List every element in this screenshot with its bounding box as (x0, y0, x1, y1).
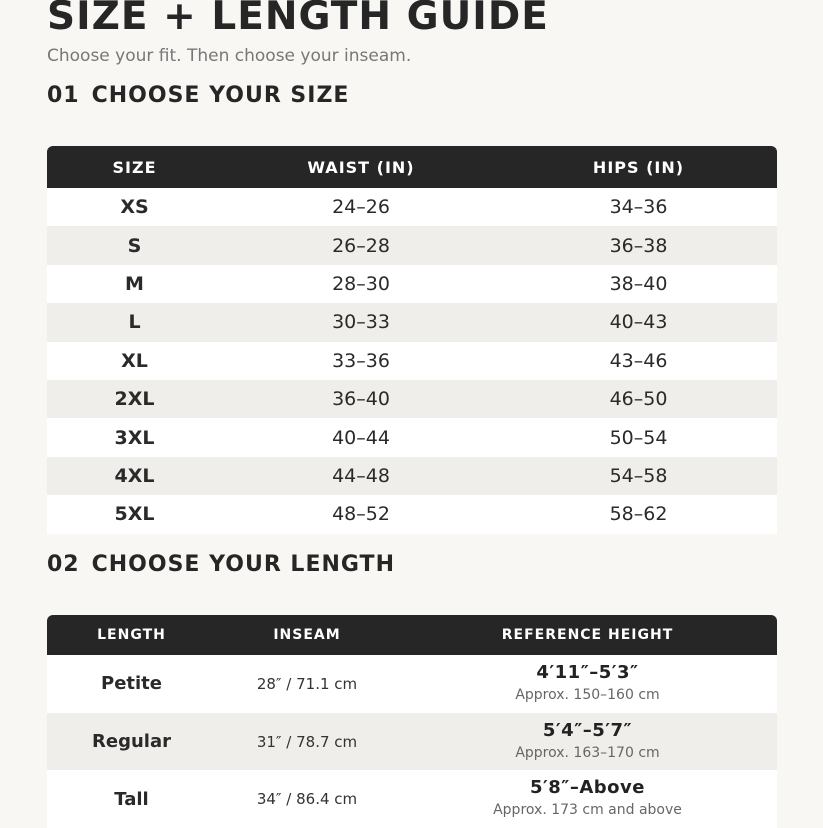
size-section-title: CHOOSE YOUR SIZE (91, 83, 350, 108)
reference-height-note: Approx. 150–160 cm (515, 686, 660, 703)
size-table-row (47, 188, 777, 226)
size-section-number: 01 (47, 83, 80, 108)
hips-column-header: HIPS (IN) (500, 146, 777, 188)
reference-height-value: 5′4″–5′7″ (542, 719, 633, 741)
size-cell: XL (47, 342, 222, 380)
waist-cell: 36–40 (222, 380, 500, 418)
reference-height-note: Approx. 163–170 cm (515, 744, 660, 761)
page-subtitle: Choose your fit. Then choose your inseam. (47, 46, 412, 66)
size-column-header: SIZE (47, 146, 222, 188)
size-section-heading (47, 83, 349, 108)
size-cell: 4XL (47, 457, 222, 495)
size-table-row (47, 342, 777, 380)
waist-cell: 30–33 (222, 303, 500, 341)
length-table-row (47, 770, 777, 828)
hips-cell: 40–43 (500, 303, 777, 341)
size-cell: 3XL (47, 418, 222, 456)
hips-cell: 58–62 (500, 495, 777, 533)
size-cell: M (47, 265, 222, 303)
length-column-header: LENGTH (47, 615, 216, 655)
size-cell: XS (47, 188, 222, 226)
length-section-title: CHOOSE YOUR LENGTH (91, 552, 395, 577)
waist-cell: 28–30 (222, 265, 500, 303)
size-table (47, 146, 777, 534)
inseam-column-header: INSEAM (216, 615, 398, 655)
size-table-header (47, 146, 777, 188)
waist-cell: 26–28 (222, 226, 500, 264)
reference-height-column-header: REFERENCE HEIGHT (398, 615, 777, 655)
reference-height-cell (398, 770, 777, 828)
size-cell: 5XL (47, 495, 222, 533)
reference-height-value: 4′11″–5′3″ (536, 661, 639, 683)
inseam-cell: 28″ / 71.1 cm (216, 655, 398, 713)
hips-cell: 36–38 (500, 226, 777, 264)
size-cell: L (47, 303, 222, 341)
waist-cell: 44–48 (222, 457, 500, 495)
waist-column-header: WAIST (IN) (222, 146, 500, 188)
hips-cell: 38–40 (500, 265, 777, 303)
waist-cell: 33–36 (222, 342, 500, 380)
waist-cell: 40–44 (222, 418, 500, 456)
inseam-cell: 31″ / 78.7 cm (216, 713, 398, 771)
size-cell: S (47, 226, 222, 264)
size-table-row (47, 418, 777, 456)
length-table-row (47, 655, 777, 713)
size-table-row (47, 457, 777, 495)
length-section-number: 02 (47, 552, 80, 577)
page-title: SIZE + LENGTH GUIDE (47, 0, 549, 39)
size-cell: 2XL (47, 380, 222, 418)
length-table-header (47, 615, 777, 655)
reference-height-note: Approx. 173 cm and above (493, 802, 682, 819)
size-table-row (47, 495, 777, 533)
waist-cell: 48–52 (222, 495, 500, 533)
hips-cell: 46–50 (500, 380, 777, 418)
hips-cell: 50–54 (500, 418, 777, 456)
length-table-row (47, 713, 777, 771)
waist-cell: 24–26 (222, 188, 500, 226)
reference-height-value: 5′8″–Above (530, 777, 645, 799)
length-cell: Tall (47, 770, 216, 828)
size-table-row (47, 303, 777, 341)
size-table-row (47, 226, 777, 264)
reference-height-cell (398, 655, 777, 713)
hips-cell: 34–36 (500, 188, 777, 226)
length-cell: Regular (47, 713, 216, 771)
length-table (47, 615, 777, 828)
size-table-row (47, 380, 777, 418)
hips-cell: 54–58 (500, 457, 777, 495)
size-table-row (47, 265, 777, 303)
inseam-cell: 34″ / 86.4 cm (216, 770, 398, 828)
length-cell: Petite (47, 655, 216, 713)
length-section-heading (47, 552, 395, 577)
hips-cell: 43–46 (500, 342, 777, 380)
reference-height-cell (398, 713, 777, 771)
